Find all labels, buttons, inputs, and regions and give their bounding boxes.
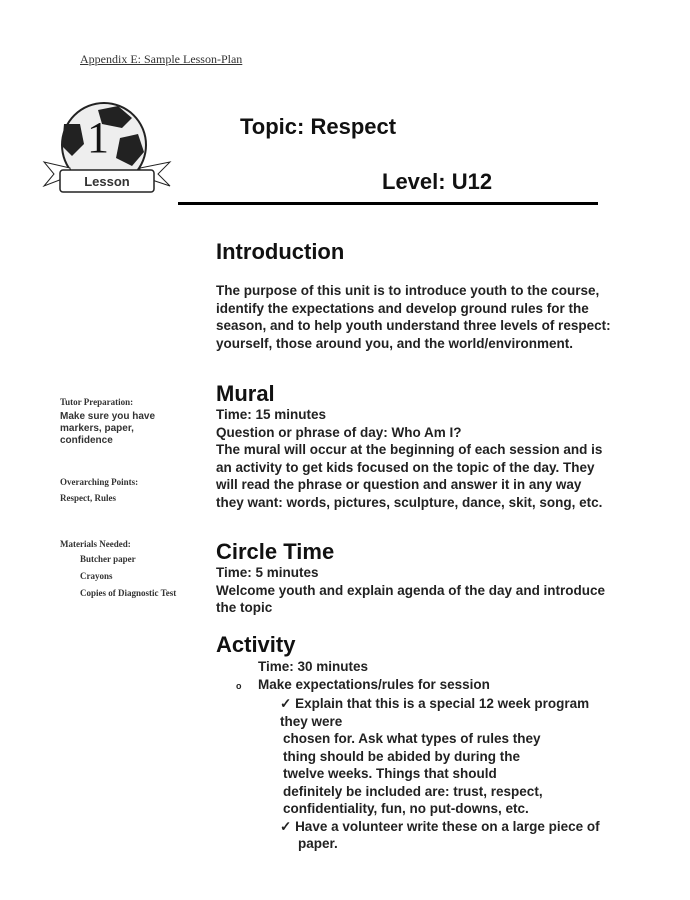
introduction-text: The purpose of this unit is to introduce youth to the course, identify the expectations and develop ground rules for the season, and to help youth understand three levels of respect: yourself, those around you, and the world/environment. (216, 283, 611, 351)
circle-text: Welcome youth and explain agenda of the day and introduce the topic (216, 582, 606, 615)
points-text: Respect, Rules (60, 493, 116, 503)
tutor-heading: Tutor Preparation: (60, 397, 134, 407)
lesson-logo (40, 100, 175, 205)
checkmark-icon: ✓ (280, 818, 296, 834)
tutor-text: Make sure you have markers, paper, confidence (60, 411, 156, 446)
lesson-number: 1 (87, 113, 109, 162)
bullet-icon: o (236, 680, 242, 691)
mural-text: The mural will occur at the beginning of each session and is an activity to get kids focused on the topic of the day. They will read the phrase or question and answer it in any way they want: words, pictures, sculpture, dance, skit, song, etc. (216, 442, 603, 510)
check-item-1a: Explain that this is a special 12 week program they were (280, 696, 590, 729)
activity-bullet: Make expectations/rules for session (258, 676, 490, 692)
check-item-2: Have a volunteer write these on a large piece of paper. (295, 818, 600, 851)
mural-heading: Mural (216, 381, 275, 406)
materials-heading: Materials Needed: (60, 539, 131, 549)
appendix-title: Appendix E: Sample Lesson-Plan (80, 52, 243, 66)
mural-time: Time: 15 minutes (216, 407, 327, 422)
material-item: Crayons (80, 571, 113, 581)
activity-heading: Activity (216, 632, 296, 657)
mural-section (216, 406, 611, 511)
material-item: Butcher paper (80, 554, 136, 564)
mural-question: Question or phrase of day: Who Am I? (216, 424, 462, 440)
introduction-heading: Introduction (216, 239, 345, 264)
circle-time-heading: Circle Time (216, 539, 335, 564)
header-divider (178, 202, 598, 205)
activity-section (216, 658, 616, 853)
activity-time: Time: 30 minutes (258, 659, 369, 674)
topic-title: Topic: Respect (240, 114, 397, 139)
checkmark-icon: ✓ (280, 696, 296, 711)
lesson-label: Lesson (84, 174, 130, 189)
level-title: Level: U12 (382, 169, 493, 194)
circle-time-section (216, 564, 616, 617)
sidebar (60, 397, 180, 602)
circle-time: Time: 5 minutes (216, 565, 319, 580)
material-item: Copies of Diagnostic Test (80, 588, 177, 598)
check-item-1b: chosen for. Ask what types of rules they thing should be abided by during the twelve weeks. Things that should definitely be included are: trust, respect, confidentiality, fun, no put-downs, etc. (283, 731, 543, 816)
points-heading: Overarching Points: (60, 477, 139, 487)
